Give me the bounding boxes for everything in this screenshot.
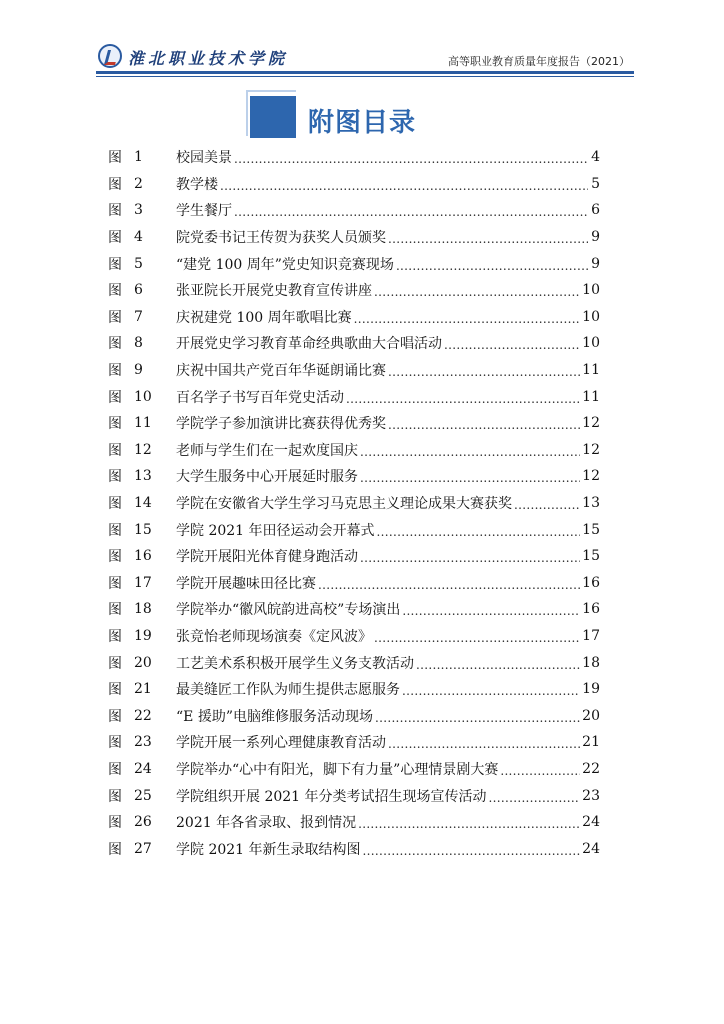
dot-leader — [374, 284, 580, 300]
figure-label: 图 — [108, 549, 122, 566]
dot-leader — [388, 364, 580, 380]
dot-leader — [374, 630, 580, 646]
figure-title: 学院 2021 年新生录取结构图 — [176, 841, 361, 858]
page-header — [96, 44, 634, 74]
figure-number: 17 — [134, 574, 152, 591]
page-number: 6 — [591, 202, 600, 219]
figure-title: 教学楼 — [176, 176, 218, 193]
figure-number: 4 — [134, 229, 143, 246]
figure-number: 1 — [134, 149, 143, 166]
toc-entry[interactable] — [108, 570, 600, 597]
figure-label: 图 — [108, 628, 122, 645]
page-number: 16 — [582, 574, 600, 591]
figure-label: 图 — [108, 389, 122, 406]
figure-title: 老师与学生们在一起欢度国庆 — [176, 442, 358, 459]
page-number: 9 — [591, 255, 600, 272]
figure-number: 20 — [134, 654, 152, 671]
figure-label: 图 — [108, 788, 122, 805]
page-number: 12 — [582, 415, 600, 432]
toc-entry[interactable] — [108, 410, 600, 437]
figure-label: 图 — [108, 575, 122, 592]
title-square-icon — [250, 96, 296, 138]
figure-label: 图 — [108, 815, 122, 832]
dot-leader — [377, 524, 581, 540]
dot-leader — [388, 417, 580, 433]
figure-title: 学生餐厅 — [176, 203, 232, 220]
figure-label: 图 — [108, 841, 122, 858]
figure-label: 图 — [108, 176, 122, 193]
figure-title: “E 援助”电脑维修服务活动现场 — [176, 708, 373, 725]
figure-title: 学院开展一系列心理健康教育活动 — [176, 735, 386, 752]
figure-title: 学院 2021 年田径运动会开幕式 — [176, 522, 375, 539]
figure-toc-list — [108, 144, 600, 862]
page-number: 15 — [582, 521, 600, 538]
dot-leader — [416, 657, 580, 673]
page-title: 附图目录 — [308, 108, 417, 138]
figure-number: 6 — [134, 282, 143, 299]
page-number: 4 — [591, 149, 600, 166]
dot-leader — [402, 683, 580, 699]
figure-label: 图 — [108, 522, 122, 539]
figure-label: 图 — [108, 283, 122, 300]
dot-leader — [396, 258, 588, 274]
figure-number: 24 — [134, 760, 152, 777]
figure-number: 2 — [134, 175, 143, 192]
dot-leader — [358, 816, 580, 832]
figure-label: 图 — [108, 761, 122, 778]
figure-label: 图 — [108, 682, 122, 699]
figure-number: 23 — [134, 734, 152, 751]
dot-leader — [500, 763, 580, 779]
figure-label: 图 — [108, 150, 122, 167]
figure-title: 最美缝匠工作队为师生提供志愿服务 — [176, 682, 400, 699]
figure-label: 图 — [108, 442, 122, 459]
dot-leader — [234, 151, 588, 167]
toc-entry[interactable] — [108, 676, 600, 703]
page-number: 10 — [582, 282, 600, 299]
dot-leader — [489, 790, 581, 806]
toc-entry[interactable] — [108, 543, 600, 570]
figure-number: 14 — [134, 495, 152, 512]
page-number: 24 — [582, 814, 600, 831]
figure-number: 10 — [134, 388, 152, 405]
toc-entry[interactable] — [108, 463, 600, 490]
toc-entry[interactable] — [108, 702, 600, 729]
figure-title: 院党委书记王传贺为获奖人员颁奖 — [176, 230, 386, 247]
toc-entry[interactable] — [108, 383, 600, 410]
figure-label: 图 — [108, 336, 122, 353]
figure-title: 张竞怡老师现场演奏《定风波》 — [176, 628, 372, 645]
figure-label: 图 — [108, 708, 122, 725]
figure-number: 11 — [134, 415, 152, 432]
figure-title: 学院组织开展 2021 年分类考试招生现场宣传活动 — [176, 788, 487, 805]
toc-entry[interactable] — [108, 250, 600, 277]
dot-leader — [388, 231, 588, 247]
figure-label: 图 — [108, 735, 122, 752]
figure-number: 18 — [134, 601, 152, 618]
figure-number: 12 — [134, 441, 152, 458]
figure-label: 图 — [108, 256, 122, 273]
title-block — [244, 90, 474, 140]
page-number: 10 — [582, 308, 600, 325]
dot-leader — [346, 391, 580, 407]
figure-label: 图 — [108, 602, 122, 619]
page-number: 20 — [582, 707, 600, 724]
figure-title: 学院开展阳光体育健身跑活动 — [176, 549, 358, 566]
toc-entry[interactable] — [108, 782, 600, 809]
page-number: 17 — [582, 627, 600, 644]
dot-leader — [234, 204, 588, 220]
toc-entry[interactable] — [108, 756, 600, 783]
dot-leader — [363, 843, 581, 859]
dot-leader — [444, 337, 580, 353]
figure-number: 16 — [134, 548, 152, 565]
figure-title: 开展党史学习教育革命经典歌曲大合唱活动 — [176, 336, 442, 353]
figure-number: 15 — [134, 521, 152, 538]
header-rule-thick — [96, 71, 634, 74]
figure-title: 2021 年各省录取、报到情况 — [176, 815, 357, 832]
figure-title: 庆祝建党 100 周年歌唱比赛 — [176, 309, 352, 326]
dot-leader — [375, 710, 580, 726]
dot-leader — [388, 736, 580, 752]
page-number: 11 — [582, 388, 600, 405]
figure-label: 图 — [108, 363, 122, 380]
figure-number: 22 — [134, 707, 152, 724]
page-number: 5 — [591, 175, 600, 192]
figure-number: 19 — [134, 627, 152, 644]
page-number: 15 — [582, 548, 600, 565]
figure-title: 庆祝中国共产党百年华诞朗诵比赛 — [176, 363, 386, 380]
figure-title: 学院学子参加演讲比赛获得优秀奖 — [176, 416, 386, 433]
figure-number: 21 — [134, 681, 152, 698]
page-number: 13 — [582, 495, 600, 512]
toc-entry[interactable] — [108, 490, 600, 517]
toc-entry[interactable] — [108, 304, 600, 331]
toc-entry[interactable] — [108, 649, 600, 676]
page-number: 9 — [591, 229, 600, 246]
figure-title: 学院开展趣味田径比赛 — [176, 575, 316, 592]
toc-entry[interactable] — [108, 437, 600, 464]
toc-entry[interactable] — [108, 516, 600, 543]
toc-entry[interactable] — [108, 197, 600, 224]
header-rule-thin — [96, 76, 634, 77]
dot-leader — [360, 444, 580, 460]
figure-number: 13 — [134, 468, 152, 485]
figure-number: 5 — [134, 255, 143, 272]
figure-label: 图 — [108, 469, 122, 486]
figure-title: 校园美景 — [176, 150, 232, 167]
toc-entry[interactable] — [108, 144, 600, 171]
figure-number: 26 — [134, 814, 152, 831]
figure-label: 图 — [108, 655, 122, 672]
figure-title: 大学生服务中心开展延时服务 — [176, 469, 358, 486]
page-number: 12 — [582, 468, 600, 485]
figure-label: 图 — [108, 309, 122, 326]
figure-title: 工艺美术系积极开展学生义务支教活动 — [176, 655, 414, 672]
figure-label: 图 — [108, 230, 122, 247]
dot-leader — [220, 178, 588, 194]
figure-number: 3 — [134, 202, 143, 219]
toc-entry[interactable] — [108, 596, 600, 623]
page-number: 24 — [582, 840, 600, 857]
dot-leader — [360, 550, 580, 566]
figure-number: 9 — [134, 362, 143, 379]
toc-entry[interactable] — [108, 224, 600, 251]
toc-entry[interactable] — [108, 171, 600, 198]
toc-entry[interactable] — [108, 623, 600, 650]
toc-entry[interactable] — [108, 357, 600, 384]
toc-entry[interactable] — [108, 809, 600, 836]
figure-label: 图 — [108, 496, 122, 513]
figure-label: 图 — [108, 203, 122, 220]
figure-title: 学院举办“心中有阳光，脚下有力量”心理情景剧大赛 — [176, 761, 499, 778]
dot-leader — [360, 470, 580, 486]
toc-entry[interactable] — [108, 277, 600, 304]
toc-entry[interactable] — [108, 835, 600, 862]
dot-leader — [514, 497, 580, 513]
figure-title: 百名学子书写百年党史活动 — [176, 389, 344, 406]
toc-entry[interactable] — [108, 729, 600, 756]
page-number: 11 — [582, 362, 600, 379]
figure-title: 学院在安徽省大学生学习马克思主义理论成果大赛获奖 — [176, 496, 512, 513]
figure-title: “建党 100 周年”党史知识竞赛现场 — [176, 256, 394, 273]
dot-leader — [318, 577, 580, 593]
school-logo-icon — [98, 44, 122, 68]
dot-leader — [354, 311, 581, 327]
report-title: 高等职业教育质量年度报告（2021） — [448, 55, 630, 68]
figure-number: 27 — [134, 840, 152, 857]
school-name: 淮北职业技术学院 — [128, 49, 289, 68]
figure-label: 图 — [108, 416, 122, 433]
page-number: 23 — [582, 787, 600, 804]
toc-entry[interactable] — [108, 330, 600, 357]
dot-leader — [402, 603, 580, 619]
page-number: 18 — [582, 654, 600, 671]
page-number: 10 — [582, 335, 600, 352]
page-number: 16 — [582, 601, 600, 618]
page-number: 12 — [582, 441, 600, 458]
figure-number: 25 — [134, 787, 152, 804]
figure-number: 7 — [134, 308, 143, 325]
page-number: 22 — [582, 760, 600, 777]
figure-title: 学院举办“徽风皖韵进高校”专场演出 — [176, 602, 401, 619]
page-number: 21 — [582, 734, 600, 751]
figure-number: 8 — [134, 335, 143, 352]
figure-title: 张亚院长开展党史教育宣传讲座 — [176, 283, 372, 300]
page-number: 19 — [582, 681, 600, 698]
